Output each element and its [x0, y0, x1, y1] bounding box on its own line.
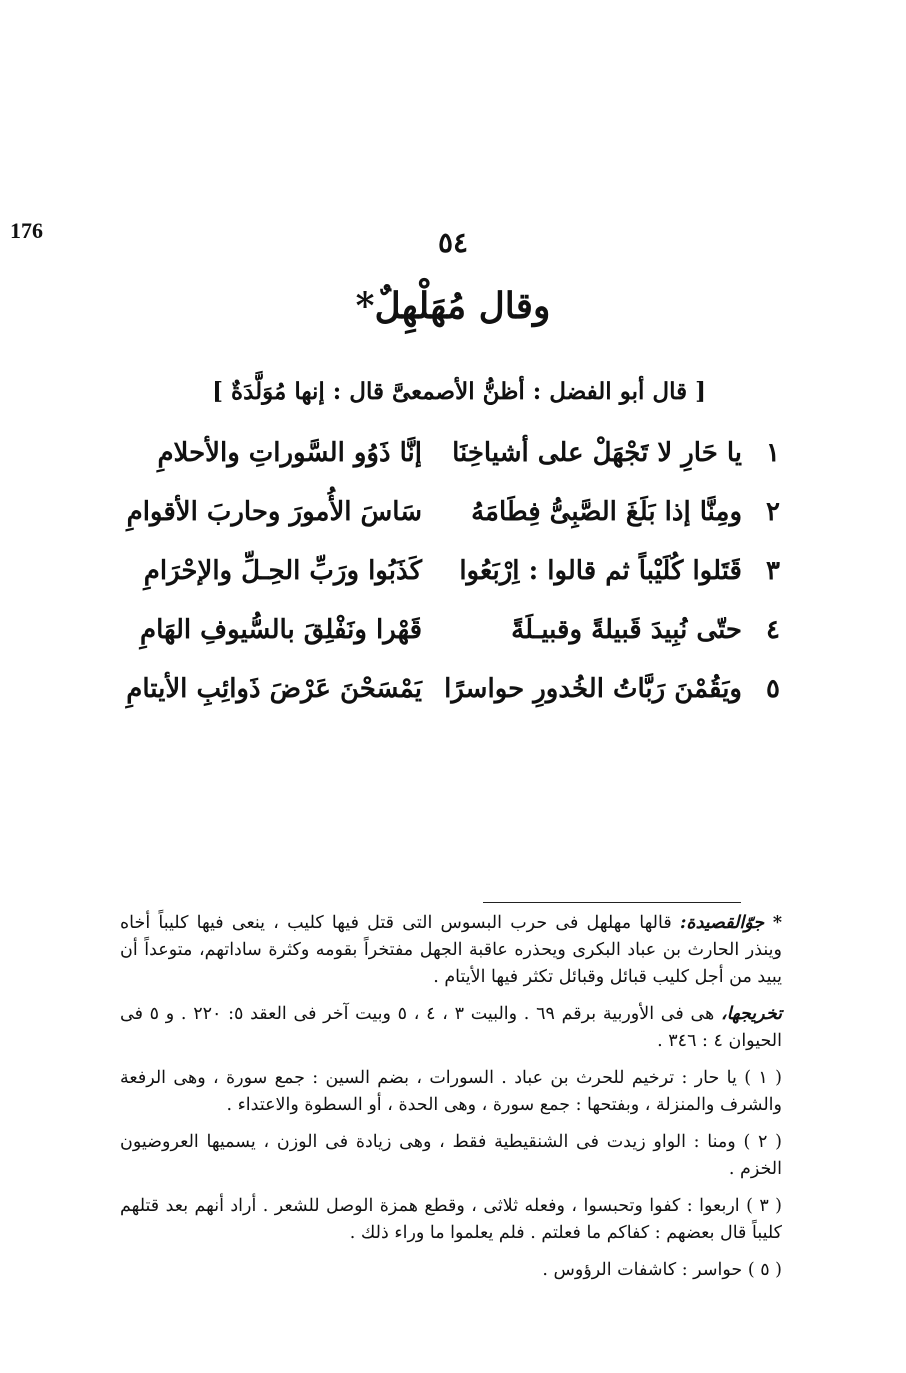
poem-number: ٥٤	[437, 226, 469, 259]
footnote	[120, 1193, 782, 1247]
verse-line	[90, 556, 780, 615]
footnote	[120, 1001, 782, 1055]
verse-second-hemistich: سَاسَ الأُمورَ وحاربَ الأقوامِ	[126, 497, 422, 527]
verse-first-hemistich: قَتَلوا كُلَيْباً ثم قالوا : اِرْبَعُوا	[459, 556, 742, 586]
verse-line	[90, 674, 780, 733]
verse-number: ٢	[766, 497, 780, 527]
footnote-heading: ( ٥ )	[747, 1260, 782, 1280]
footnote-heading: * جوّالقصيدة:	[679, 913, 783, 933]
footnote-text: اربعوا : كفوا وتحبسوا ، وفعله ثلاثى ، وقطع همزة الوصل للشعر . أراد أنهم بعد قتلهم كليباً قال بعضهم : كفاكم ما فعلتم . فلم يعلموا ما وراء ذلك .	[120, 1196, 782, 1243]
footnote-text: يا حار : ترخيم للحرث بن عباد . السورات ، بضم السين : جمع سورة ، وهى الرفعة والشرف والمنزلة ، وبفتحها : جمع سورة ، وهى الحدة ، أو السطوة والاعتداء .	[120, 1068, 782, 1115]
verse-line	[90, 438, 780, 497]
poem-title: وقال مُهَلْهِلٌ*	[355, 285, 551, 327]
footnote-text: ومنا : الواو زيدت فى الشنقيطية فقط ، وهى زيادة فى الوزن ، يسميها العروضيون الخزم .	[120, 1132, 782, 1179]
verse-number: ٥	[766, 674, 780, 704]
verse-number: ١	[766, 438, 780, 468]
verse-line	[90, 497, 780, 556]
verse-first-hemistich: حتّى نُبِيدَ قَبيلةً وقبيـلَةً	[511, 615, 742, 645]
footnote	[120, 1257, 782, 1284]
verse-second-hemistich: يَمْسَحْنَ عَرْضَ ذَوائِبِ الأيتامِ	[126, 674, 422, 704]
footnote	[120, 1065, 782, 1119]
verses-block	[90, 438, 780, 733]
footnote-text: حواسر : كاشفات الرؤوس .	[542, 1260, 743, 1280]
footnote-heading: ( ٢ )	[743, 1132, 783, 1152]
verse-first-hemistich: ومِنَّا إذا بَلَغَ الصَّبِىُّ فِطَامَهُ	[471, 497, 742, 527]
footnote-heading: ( ٣ )	[746, 1196, 782, 1216]
footnote-text: قالها مهلهل فى حرب البسوس التى قتل فيها كليب ، ينعى فيها كليباً أخاه وينذر الحارث بن عباد البكرى ويحذره عاقبة الجهل مفتخراً بقومه وكثرة ساداتهم، متوعداً أن يبيد من أجل كليب قبائل وقبائل تكثر فيها الأيتام .	[120, 913, 782, 987]
verse-second-hemistich: كَذَبُوا ورَبِّ الحِـلِّ والإحْرَامِ	[143, 556, 422, 586]
verse-second-hemistich: إنَّا ذَوُو السَّوراتِ والأحلامِ	[157, 438, 422, 468]
footnotes	[120, 910, 782, 1294]
footnote-text: هى فى الأوربية برقم ٦٩ . والبيت ٣ ، ٤ ، ٥ وبيت آخر فى العقد ٥: ٢٢٠ . و ٥ فى الحيوان ٤ : ٣٤٦ .	[120, 1004, 782, 1051]
footnote-divider	[483, 902, 741, 903]
footnote-heading: تخريجها،	[720, 1004, 783, 1024]
verse-first-hemistich: ويَقُمْنَ رَبَّاتُ الخُدورِ حواسرًا	[444, 674, 742, 704]
verse-line	[90, 615, 780, 674]
page-number: 176	[10, 218, 43, 243]
verse-second-hemistich: قَهْرا ونَفْلِقَ بالسُّيوفِ الهَامِ	[139, 615, 422, 645]
footnote	[120, 910, 782, 991]
footnote	[120, 1129, 782, 1183]
footnote-heading: ( ١ )	[744, 1068, 783, 1088]
verse-number: ٣	[766, 556, 780, 586]
verse-first-hemistich: يا حَارِ لا تَجْهَلْ على أشياخِنَا	[452, 438, 742, 468]
poem-intro: [ قال أبو الفضل : أظنُّ الأصمعىَّ قال : إنها مُوَلَّدَةٌ ]	[212, 378, 706, 405]
verse-number: ٤	[766, 615, 780, 645]
